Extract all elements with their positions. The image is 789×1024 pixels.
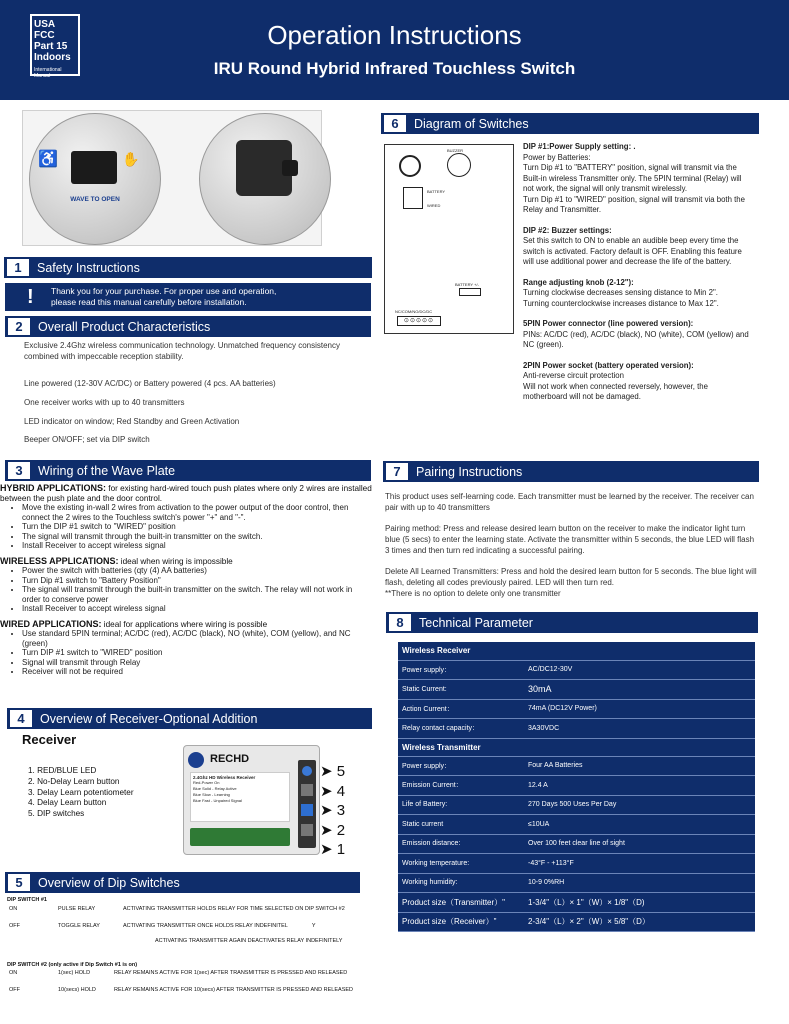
battery-box-clip [282,160,298,176]
list-item: • The signal will transmit through the built-in transmitter on the switch. [22,532,372,542]
safety-note [5,283,371,311]
param-name: Working humidity: [398,873,524,893]
dip-cell: ON [9,970,18,976]
potentiometer [301,804,313,816]
list-item: • Signal will transmit through Relay [22,658,372,668]
section-title: Wiring of the Wave Plate [38,463,176,478]
table-row [398,699,755,719]
callout-numbers [320,762,345,860]
switch-descriptions [523,142,753,403]
receiver-parts-list [28,766,134,820]
param-value: 30mA [524,680,755,700]
param-name: Static Current: [398,680,524,700]
param-value: 12.4 A [524,776,755,796]
wired-heading: WIRED APPLICATIONS: [0,618,102,629]
table-row [398,873,755,893]
section-3-header [5,460,371,481]
param-value: 270 Days 500 Uses Per Day [524,795,755,815]
list-item: • Install Receiver to accept wireless signal [22,604,372,614]
arrow-icon: ➤ [320,763,333,780]
param-value: Over 100 feet clear line of sight [524,834,755,854]
param-value: Four AA Batteries [524,756,755,776]
receiver-heading: Receiver [22,732,77,747]
section-7-header [383,461,759,482]
param-value: 3A30VDC [524,719,755,739]
param-name: Emission Current： [398,776,524,796]
module-line: Blue Slow - Learning [193,792,230,797]
section-6-header [381,113,759,134]
arrow-icon: ➤ [320,782,333,800]
diagram-label: BATTERY +/- [455,282,479,287]
section-number: 8 [389,614,411,631]
dip-cell: ACTIVATING TRANSMITTER HOLDS RELAY FOR TIME SELECTED ON DIP SWITCH #2 [123,906,345,912]
wiring-content [0,484,372,677]
param-value: ≤10UA [524,815,755,835]
callout: 5 [336,763,346,780]
buzzer-icon [447,153,471,177]
characteristic-item: Beeper ON/OFF; set via DIP switch [24,435,150,444]
learn-button [301,784,313,796]
block-heading: 5PIN Power connector (line powered version): [523,319,694,328]
table-row [398,912,755,932]
section-title: Overall Product Characteristics [38,319,211,334]
tech-param-table [398,642,755,932]
param-name: Static current [398,815,524,835]
characteristic-item: Line powered (12-30V AC/DC) or Battery powered (4 pcs. AA batteries) [24,379,276,388]
list-item: • Use standard 5PIN terminal; AC/DC (red), AC/DC (black), NO (white), COM (yellow), and NC (green) [22,629,372,648]
table-row [398,854,755,874]
dip-cell: 10(secs) HOLD [58,987,96,993]
table-row [398,834,755,854]
table-row [398,756,755,776]
list-item: • Power the switch with batteries (qty (4) AA batteries) [22,566,372,576]
plate-back [199,113,331,245]
section-number: 5 [8,874,30,891]
plate-front [29,113,161,245]
param-name: Power supply： [398,756,524,776]
section-number: 2 [8,318,30,335]
dip-cell: 1(sec) HOLD [58,970,91,976]
table-row [398,795,755,815]
module-label [190,772,290,822]
wave-hand-icon: ✋ [122,151,140,167]
pairing-paragraph: This product uses self-learning code. Each transmitter must be learned by the receiver. The receiver can pair with up to 40 transmitters [385,492,754,512]
table-row [398,719,755,739]
logo-small-line: International [34,67,62,73]
sensor-window [71,151,117,184]
switch-diagram [384,144,514,334]
block-text: Will not work when connected reversely, however, the motherboard will not be damaged. [523,381,708,401]
dip1-heading: DIP SWITCH #1 [7,897,47,903]
wireless-heading: WIRELESS APPLICATIONS: [0,555,119,566]
section-number: 7 [386,463,408,480]
product-photo [22,110,322,246]
receiver-module [183,745,320,855]
page-title: Operation Instructions [267,20,522,50]
section-2-header [5,316,371,337]
arrow-icon: ➤ [320,841,333,858]
diagram-label: BATTERY [427,189,446,194]
section-title: Technical Parameter [419,615,533,630]
param-name: Emission distance: [398,834,524,854]
param-value: 2-3/4"（L）× 2"（W）× 5/8"（D） [524,912,755,932]
table-group-header: Wireless Receiver [398,642,755,660]
table-row [398,893,755,913]
hybrid-text: for existing hard-wired touch push plates where only 2 wires are installed between the push plate and the door control. [0,484,372,503]
list-item: • Move the existing in-wall 2 wires from activation to the power output of the door control, then connect the 2 wires to the Touchless switch's power "+" and "-". [22,503,372,522]
wireless-list [0,566,372,614]
block-text: Anti-reverse circuit protection [523,371,624,380]
section-8-header [386,612,758,633]
module-title: 2.4Ghz HD Wireless Receiver [193,775,256,780]
section-title: Overview of Dip Switches [38,875,180,890]
characteristic-item: LED indicator on window; Red Standby and Green Activation [24,417,240,426]
section-number: 6 [384,115,406,132]
list-item: • The signal will transmit through the built-in transmitter on the switch. The relay will not work in order to conserve power [22,585,372,604]
section-number: 1 [7,259,29,276]
param-name: Product size（Receiver）" [398,912,524,932]
block-text: Power by Batteries: [523,152,591,162]
block-text: Turning counterclockwise increases distance to Max 12". [523,298,719,308]
param-name: Life of Battery: [398,795,524,815]
led-indicator [302,766,312,776]
section-number: 3 [8,462,30,479]
param-name: Relay contact capacity： [398,719,524,739]
list-item: 1. RED/BLUE LED [28,766,97,775]
diagram-label: NC/COM/NO/DC/DC [395,309,433,314]
dip-cell: Y [311,923,316,929]
dip-cell: ACTIVATING TRANSMITTER ONCE HOLDS RELAY INDEFINITEL [123,923,288,929]
block-text: PINs: AC/DC (red), AC/DC (black), NO (white), COM (yellow) and NC (green). [523,329,749,349]
warning-icon: ! [27,286,34,308]
wired-text: ideal for applications where wiring is possible [101,619,268,629]
section-title: Safety Instructions [37,260,140,275]
dip-cell: OFF [9,987,20,993]
module-line: Blue Solid - Relay Active [193,786,237,791]
safety-text: please read this manual carefully before installation. [51,297,247,307]
hybrid-list [0,503,372,551]
terminal-pins-icon: ⊙⊙⊙⊙⊙ [397,316,441,326]
pairing-paragraph: Delete All Learned Transmitters: Press and hold the desired learn button for 5 seconds. The blue light will flash, deleting all codes previously paired. LED will then turn red. [385,567,757,587]
section-title: Diagram of Switches [414,116,529,131]
section-title: Pairing Instructions [416,464,523,479]
list-item: • Install Receiver to accept wireless signal [22,541,372,551]
brand-name: RECHD [210,753,250,765]
section-number: 4 [10,710,32,727]
table-row [398,815,755,835]
range-knob-icon [399,155,421,177]
param-value: 1-3/4"（L）× 1"（W）× 1/8"（D) [524,893,755,913]
list-item: 3. Delay Learn potentiometer [28,787,134,797]
logo-line: USA FCC [34,19,55,41]
section-5-header [5,872,360,893]
list-item: • Receiver will not be required [22,667,372,677]
param-value: AC/DC12-30V [524,660,755,680]
param-value: 74mA (DC12V Power) [524,699,755,719]
list-item: 2. No-Delay Learn button [28,776,120,786]
wired-list [0,629,372,677]
block-text: Turning clockwise decreases sensing distance to Min 2". [523,288,718,297]
pairing-paragraph: Pairing method: Press and release desired learn button on the receiver to make the indicator light turn blue (5 secs) to enter the learning state. Activate the transmitter within 5 seconds, the blue LED will flash 3 times and then turn red indicating a successful pairing. [385,524,755,555]
arrow-icon: ➤ [320,821,333,839]
param-name: Product size（Transmitter）" [398,893,524,913]
callout: 4 [336,782,346,800]
section-title: Overview of Receiver-Optional Addition [40,711,258,726]
module-line: Blue Fast - Unpaired Signal [193,798,242,803]
block-text: Set this switch to ON to enable an audible beep every time the switch is activated. Factory default is OFF. Enabling this feature will use additional power and decrease the life of the battery. [523,236,742,266]
pairing-text [385,491,760,599]
diagram-label: WIRED [427,203,441,208]
battery-socket-icon [459,288,481,296]
block-heading: 2PIN Power socket (battery operated version): [523,360,694,370]
dip2-heading: DIP SWITCH #2 (only active if Dip Switch #1 is on) [7,962,138,968]
dip-cell: ACTIVATING TRANSMITTER AGAIN DEACTIVATES RELAY INDEFINITELY [155,938,343,944]
table-group-header: Wireless Transmitter [398,738,755,756]
dip-cell: OFF [9,923,20,929]
list-item: • Turn the DIP #1 switch to "WIRED" position [22,522,372,532]
characteristic-item: Exclusive 2.4Ghz wireless communication technology. Unmatched frequency consistency combined with impeccable reception stability. [24,341,340,361]
block-heading: DIP #2: Buzzer settings: [523,225,612,235]
delay-learn-button [301,824,313,836]
brand-logo-icon [188,752,204,768]
hybrid-heading: HYBRID APPLICATIONS: [0,483,107,493]
param-name: Working temperature: [398,854,524,874]
terminal-block [190,828,290,846]
plate-label: WAVE TO OPEN [70,196,120,203]
logo-small-line: Manual [34,73,51,79]
block-heading: DIP #1:Power Supply setting: . [523,142,636,151]
dip-cell: RELAY REMAINS ACTIVE FOR 10(secs) AFTER TRANSMITTER IS PRESSED AND RELEASED [114,987,354,993]
callout: 2 [336,821,346,839]
param-name: Action Current： [398,699,524,719]
table-row [398,680,755,700]
header-banner [0,0,789,100]
table-row [398,776,755,796]
characteristic-item: One receiver works with up to 40 transmitters [24,398,185,407]
param-value: -43°F - +113°F [524,854,755,874]
param-name: Power supply： [398,660,524,680]
logo-line: Indoors [34,52,71,63]
dip-switch-icon [403,187,423,209]
dip-cell: ON [9,906,18,912]
block-text: Turn Dip #1 to "BATTERY" position, signal will transmit via the Built-in wireless Transmitter only. The 5PIN terminal (Relay) will not work, the signal will only transmit wirelessly. [523,163,742,193]
arrow-icon: ➤ [320,802,333,819]
page-subtitle: IRU Round Hybrid Infrared Touchless Switch [213,59,576,78]
safety-text: Thank you for your purchase. For proper use and operation, [51,286,277,296]
dip-cell: RELAY REMAINS ACTIVE FOR 1(sec) AFTER TRANSMITTER IS PRESSED AND RELEASED [114,970,348,976]
dip-switch-table [7,897,392,995]
logo-line: Part 15 [34,41,68,52]
list-item: • Turn Dip #1 switch to "Battery Position" [22,576,372,586]
list-item: • Turn DIP #1 switch to "WIRED" position [22,648,372,658]
block-heading: Range adjusting knob (2-12"): [523,277,634,287]
control-strip [298,760,316,848]
wheelchair-icon: ♿ [38,151,58,168]
param-value: 10-9 0%RH [524,873,755,893]
diagram-label: BUZZER [447,148,463,153]
pairing-paragraph: **There is no option to delete only one transmitter [385,589,561,598]
section-1-header [4,257,372,278]
callout: 3 [336,802,346,819]
list-item: 5. DIP switches [28,809,85,819]
callout: 1 [336,841,346,858]
table-row [398,660,755,680]
block-text: Turn Dip #1 to "WIRED" position, signal will transmit via both the Relay and Transmitter. [523,194,745,214]
dip-cell: PULSE RELAY [58,906,96,912]
module-line: Red-Power On [193,780,220,785]
section-4-header [7,708,372,729]
list-item: 4. Delay Learn button [28,798,107,808]
dip-cell: TOGGLE RELAY [58,923,100,929]
wireless-text: ideal when wiring is impossible [118,556,233,566]
